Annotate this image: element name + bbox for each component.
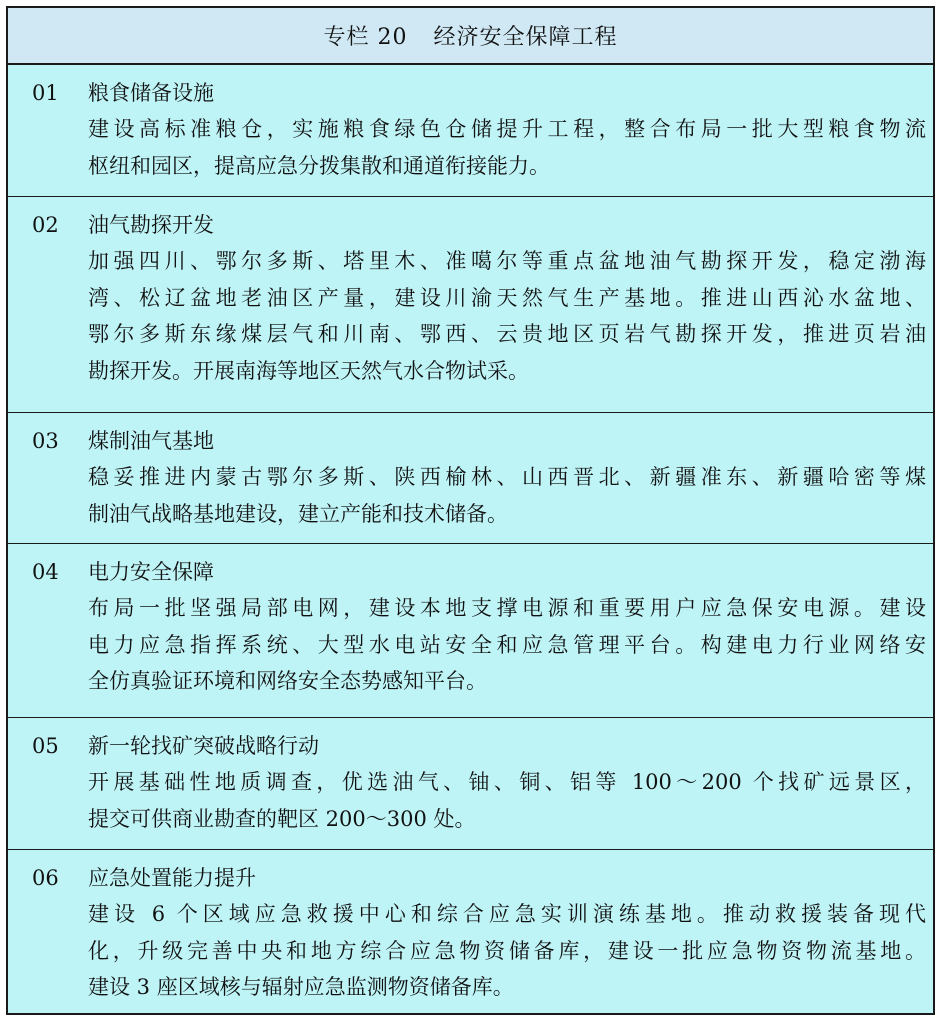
section-number: 06 (32, 866, 59, 890)
body-line: 鄂尔多斯东缘煤层气和川南、鄂西、云贵地区页岩气勘探开发，推进页岩油 (88, 322, 926, 346)
section-number: 01 (32, 81, 59, 105)
body-line: 建设高标准粮仓，实施粮食绿色仓储提升工程，整合布局一批大型粮食物流 (88, 117, 926, 141)
body-line: 制油气战略基地建设，建立产能和技术储备。 (88, 501, 508, 526)
section-number: 04 (32, 560, 59, 584)
section-02 (8, 197, 933, 413)
section-05 (8, 718, 933, 850)
section-body (88, 111, 926, 184)
section-title: 油气勘探开发 (88, 213, 214, 237)
section-body (88, 459, 926, 532)
section-title: 应急处置能力提升 (88, 866, 256, 890)
body-line: 枢纽和园区，提高应急分拨集散和通道衔接能力。 (88, 153, 550, 178)
section-title: 粮食储备设施 (88, 81, 214, 105)
body-line: 提交可供商业勘查的靶区 200～300 处。 (88, 806, 476, 831)
body-line: 稳妥推进内蒙古鄂尔多斯、陕西榆林、山西晋北、新疆准东、新疆哈密等煤 (88, 465, 926, 489)
body-line: 勘探开发。开展南海等地区天然气水合物试采。 (88, 358, 529, 383)
body-line: 电力应急指挥系统、大型水电站安全和应急管理平台。构建电力行业网络安 (88, 632, 926, 657)
body-line: 开展基础性地质调查，优选油气、铀、铜、铝等 100～200 个找矿远景区， (88, 770, 926, 794)
section-heading (32, 554, 214, 590)
body-line: 建设 6 个区域应急救援中心和综合应急实训演练基地。推动救援装备现代 (88, 902, 926, 926)
body-line: 布局一批坚强局部电网，建设本地支撑电源和重要用户应急保安电源。建设 (88, 596, 926, 620)
section-title: 新一轮找矿突破战略行动 (88, 734, 319, 758)
section-number: 03 (32, 429, 59, 453)
section-heading (32, 423, 214, 459)
section-number: 05 (32, 734, 59, 758)
section-01 (8, 65, 933, 197)
section-number: 02 (32, 213, 59, 237)
section-heading (32, 860, 256, 896)
box-title: 经济安全保障工程 (433, 25, 618, 50)
section-body (88, 764, 926, 837)
section-heading (32, 207, 214, 243)
section-06 (8, 850, 933, 1013)
section-body (88, 590, 926, 700)
body-line: 加强四川、鄂尔多斯、塔里木、准噶尔等重点盆地油气勘探开发，稳定渤海 (88, 249, 926, 273)
section-title: 电力安全保障 (88, 560, 214, 584)
section-04 (8, 544, 933, 718)
body-line: 湾、松辽盆地老油区产量，建设川渝天然气生产基地。推进山西沁水盆地、 (88, 285, 926, 310)
section-body (88, 243, 926, 389)
section-03 (8, 413, 933, 544)
box-header (8, 8, 933, 65)
body-line: 全仿真验证环境和网络安全态势感知平台。 (88, 669, 487, 693)
section-title: 煤制油气基地 (88, 429, 214, 453)
section-heading (32, 728, 319, 764)
section-body (88, 896, 926, 1006)
feature-box (6, 6, 935, 1015)
box-label: 专栏 20 (323, 25, 408, 50)
body-line: 建设 3 座区域核与辐射应急监测物资储备库。 (88, 975, 514, 999)
body-line: 化，升级完善中央和地方综合应急物资储备库，建设一批应急物资物流基地。 (88, 938, 926, 963)
section-heading (32, 75, 214, 111)
